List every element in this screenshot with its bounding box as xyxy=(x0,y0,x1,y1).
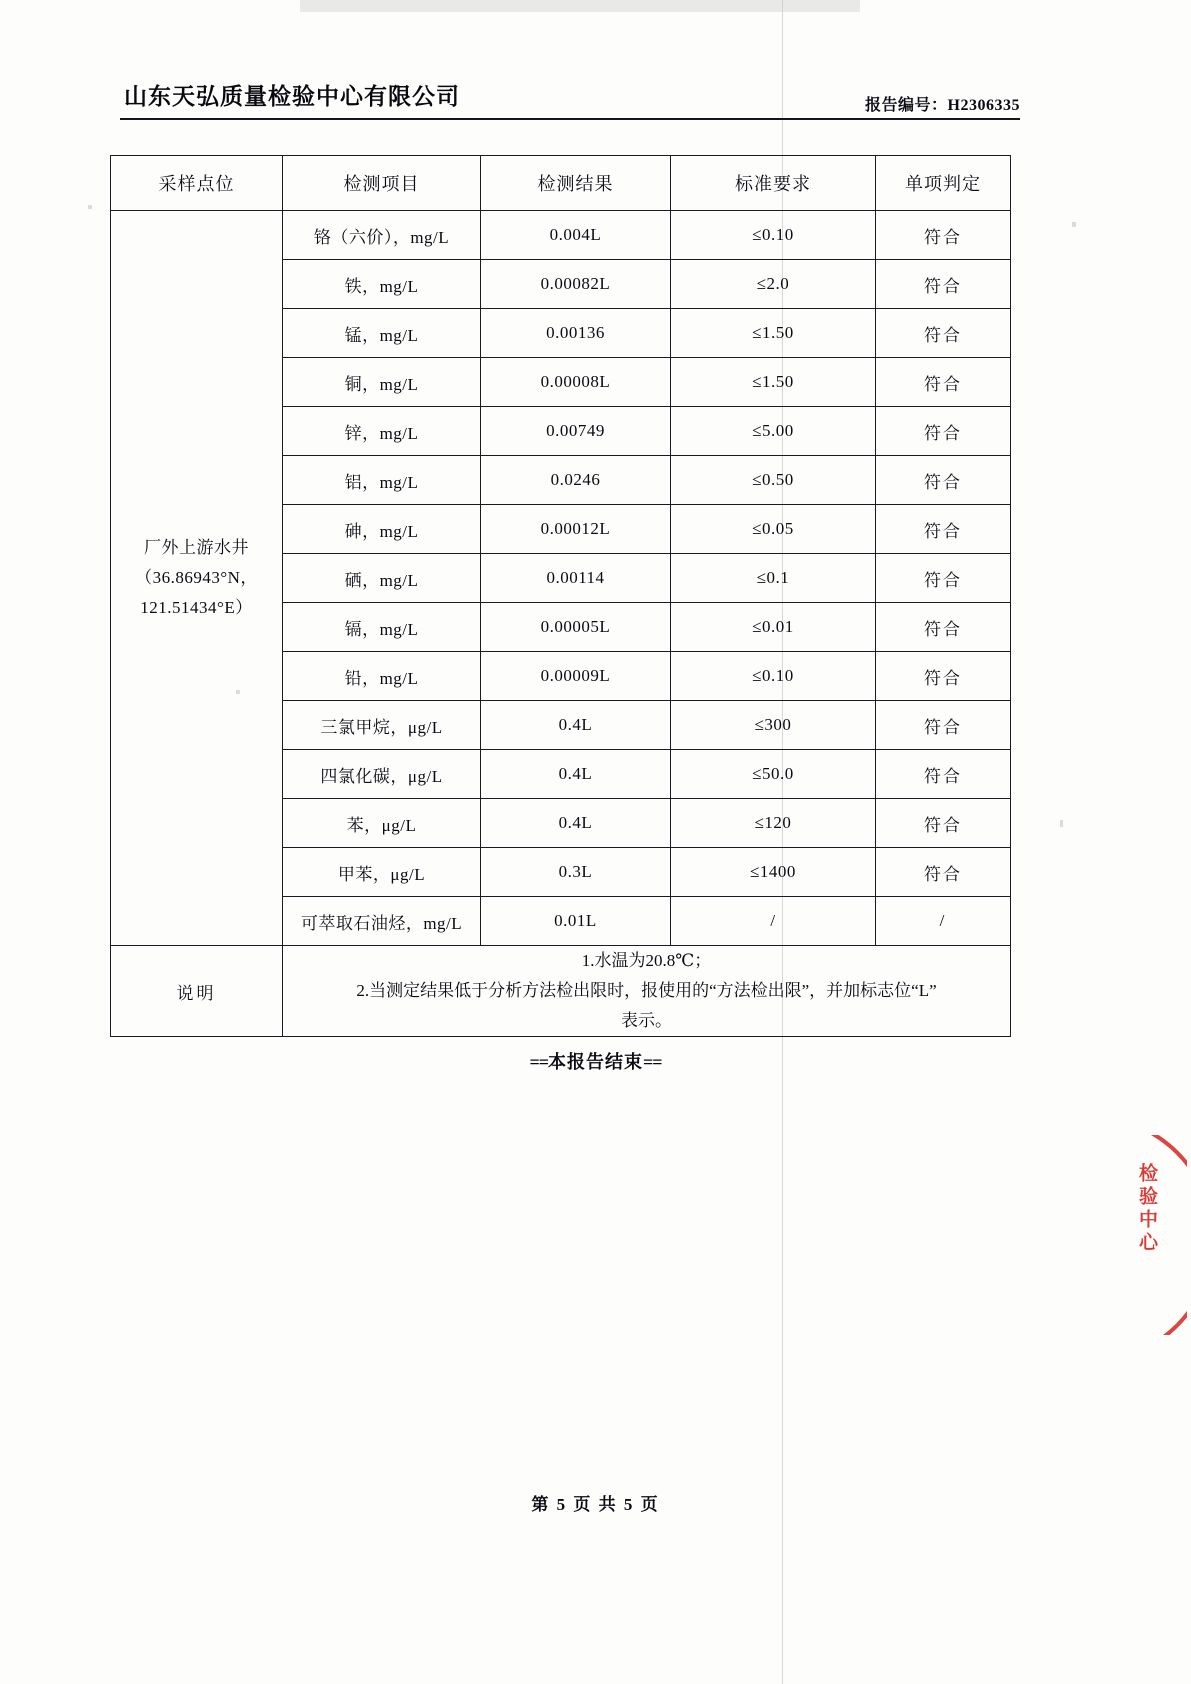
results-table xyxy=(110,155,1011,1037)
judgement: 符合 xyxy=(876,456,1011,505)
standard-requirement: ≤300 xyxy=(671,701,876,750)
test-item: 砷，mg/L xyxy=(283,505,481,554)
note-body xyxy=(283,946,1011,1037)
column-header-site: 采样点位 xyxy=(111,156,283,211)
column-header-judgement: 单项判定 xyxy=(876,156,1011,211)
test-result: 0.00749 xyxy=(481,407,671,456)
standard-requirement: / xyxy=(671,897,876,946)
test-result: 0.004L xyxy=(481,211,671,260)
note-line-3: 表示。 xyxy=(621,1011,672,1030)
test-result: 0.00008L xyxy=(481,358,671,407)
test-result: 0.3L xyxy=(481,848,671,897)
test-item: 三氯甲烷，μg/L xyxy=(283,701,481,750)
page-footer: 第 5 页 共 5 页 xyxy=(531,1495,660,1514)
standard-requirement: ≤0.05 xyxy=(671,505,876,554)
end-of-report xyxy=(0,1048,1191,1074)
standard-requirement: ≤50.0 xyxy=(671,750,876,799)
red-seal-stamp xyxy=(1117,1135,1187,1335)
test-result: 0.00012L xyxy=(481,505,671,554)
test-item: 镉，mg/L xyxy=(283,603,481,652)
standard-requirement: ≤120 xyxy=(671,799,876,848)
judgement: 符合 xyxy=(876,848,1011,897)
test-item: 铅，mg/L xyxy=(283,652,481,701)
test-item: 锰，mg/L xyxy=(283,309,481,358)
judgement: 符合 xyxy=(876,358,1011,407)
report-number-label: 报告编号： xyxy=(865,97,948,114)
standard-requirement: ≤0.1 xyxy=(671,554,876,603)
standard-requirement: ≤0.10 xyxy=(671,211,876,260)
judgement: 符合 xyxy=(876,750,1011,799)
standard-requirement: ≤2.0 xyxy=(671,260,876,309)
header-rule xyxy=(120,118,1020,120)
report-number-value: H2306335 xyxy=(947,97,1020,114)
judgement: / xyxy=(876,897,1011,946)
judgement: 符合 xyxy=(876,211,1011,260)
company-name: 山东天弘质量检验中心有限公司 xyxy=(124,83,460,110)
test-item: 苯，μg/L xyxy=(283,799,481,848)
test-item: 铜，mg/L xyxy=(283,358,481,407)
judgement: 符合 xyxy=(876,554,1011,603)
seal-text: 检验中心 xyxy=(1136,1163,1157,1255)
table-header-row xyxy=(111,156,1011,211)
note-line-1: 1.水温为20.8℃； xyxy=(581,951,712,970)
end-of-report-text: 本报告结束 xyxy=(548,1052,643,1072)
test-result: 0.00136 xyxy=(481,309,671,358)
test-result: 0.4L xyxy=(481,701,671,750)
standard-requirement: ≤0.10 xyxy=(671,652,876,701)
column-header-result: 检测结果 xyxy=(481,156,671,211)
judgement: 符合 xyxy=(876,603,1011,652)
sampling-site-line1: 厂外上游水井 xyxy=(144,538,249,557)
scan-speck xyxy=(1072,222,1076,227)
report-number xyxy=(865,92,1020,115)
judgement: 符合 xyxy=(876,407,1011,456)
seal-ring xyxy=(1117,1135,1187,1335)
test-result: 0.00114 xyxy=(481,554,671,603)
results-table-wrapper xyxy=(110,155,1010,1037)
test-result: 0.4L xyxy=(481,799,671,848)
test-item: 四氯化碳，μg/L xyxy=(283,750,481,799)
end-dash-right: == xyxy=(643,1052,662,1072)
judgement: 符合 xyxy=(876,652,1011,701)
judgement: 符合 xyxy=(876,799,1011,848)
table-row xyxy=(111,211,1011,260)
table-note-row xyxy=(111,946,1011,1037)
test-item: 铬（六价），mg/L xyxy=(283,211,481,260)
standard-requirement: ≤1.50 xyxy=(671,358,876,407)
scan-top-edge-artifact xyxy=(300,0,860,12)
scan-speck xyxy=(88,205,92,209)
test-result: 0.4L xyxy=(481,750,671,799)
judgement: 符合 xyxy=(876,701,1011,750)
sampling-site-line3: 121.51434°E） xyxy=(140,598,253,617)
test-result: 0.01L xyxy=(481,897,671,946)
test-item: 铁，mg/L xyxy=(283,260,481,309)
test-result: 0.00005L xyxy=(481,603,671,652)
standard-requirement: ≤1.50 xyxy=(671,309,876,358)
note-label: 说明 xyxy=(111,946,283,1037)
judgement: 符合 xyxy=(876,505,1011,554)
standard-requirement: ≤5.00 xyxy=(671,407,876,456)
standard-requirement: ≤1400 xyxy=(671,848,876,897)
test-item: 硒，mg/L xyxy=(283,554,481,603)
judgement: 符合 xyxy=(876,309,1011,358)
standard-requirement: ≤0.50 xyxy=(671,456,876,505)
test-item: 锌，mg/L xyxy=(283,407,481,456)
scan-speck xyxy=(1060,820,1063,827)
end-dash-left: == xyxy=(529,1052,548,1072)
test-result: 0.00082L xyxy=(481,260,671,309)
column-header-standard: 标准要求 xyxy=(671,156,876,211)
test-item: 可萃取石油烃，mg/L xyxy=(283,897,481,946)
sampling-site-line2: （36.86943°N， xyxy=(135,568,258,587)
test-item: 铝，mg/L xyxy=(283,456,481,505)
column-header-item: 检测项目 xyxy=(283,156,481,211)
test-result: 0.00009L xyxy=(481,652,671,701)
document-header xyxy=(120,78,1020,118)
sampling-site-cell xyxy=(111,211,283,946)
standard-requirement: ≤0.01 xyxy=(671,603,876,652)
judgement: 符合 xyxy=(876,260,1011,309)
test-item: 甲苯，μg/L xyxy=(283,848,481,897)
test-result: 0.0246 xyxy=(481,456,671,505)
note-line-2: 2.当测定结果低于分析方法检出限时，报使用的“方法检出限”，并加标志位“L” xyxy=(356,981,937,1000)
